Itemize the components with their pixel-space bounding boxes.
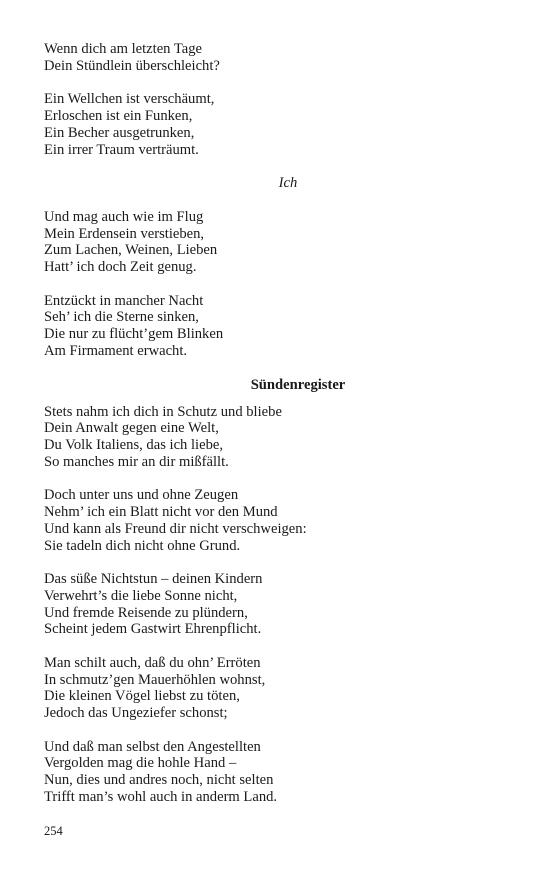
verse-line: Ein Becher ausgetrunken, [44, 124, 195, 141]
verse-line: Dein Anwalt gegen eine Welt, [44, 420, 219, 437]
verse-line: Und daß man selbst den Angestellten [44, 738, 261, 755]
verse-line: Die kleinen Vögel liebst zu töten, [44, 688, 240, 705]
verse-line: Am Firmament erwacht. [44, 342, 188, 359]
stanza [44, 209, 504, 276]
stanza [44, 655, 504, 722]
verse-line: Dein Stündlein überschleicht? [44, 57, 220, 74]
page-body [44, 41, 504, 822]
stanza [44, 293, 504, 360]
verse-line: Entzückt in mancher Nacht [44, 292, 204, 309]
stanza [44, 571, 504, 638]
verse-line: Trifft man’s wohl auch in anderm Land. [44, 789, 278, 806]
verse-line: Nehm’ ich ein Blatt nicht vor den Mund [44, 504, 278, 521]
verse-line: Seh’ ich die Sterne sinken, [44, 309, 199, 326]
verse-line: Und kann als Freund dir nicht verschweigen: [44, 520, 307, 537]
verse-line: Vergolden mag die hohle Hand – [44, 755, 237, 772]
verse-line: Jedoch das Ungeziefer schonst; [44, 705, 228, 722]
verse-line: Zum Lachen, Weinen, Lieben [44, 242, 218, 259]
verse-line: Und mag auch wie im Flug [44, 208, 204, 225]
verse-line: Und fremde Reisende zu plündern, [44, 604, 248, 621]
verse-line: Scheint jedem Gastwirt Ehrenpflicht. [44, 621, 262, 638]
stanza [44, 404, 504, 471]
verse-line: Wenn dich am letzten Tage [44, 41, 203, 57]
stanza [44, 91, 504, 158]
verse-line: In schmutz’gen Mauerhöhlen wohnst, [44, 671, 266, 688]
verse-line: Das süße Nichtstun – deinen Kindern [44, 571, 263, 588]
verse-line: Stets nahm ich dich in Schutz und bliebe [44, 403, 282, 420]
poem-title-ich: Ich [278, 174, 298, 191]
verse-line: Nun, dies und andres noch, nicht selten [44, 772, 274, 789]
verse-line: So manches mir an dir mißfällt. [44, 453, 229, 470]
verse-line: Mein Erdensein verstieben, [44, 225, 205, 242]
stanza [44, 487, 504, 554]
stanza [44, 739, 504, 806]
stanza [44, 41, 504, 75]
verse-line: Man schilt auch, daß du ohn’ Erröten [44, 654, 261, 671]
verse-line: Ein irrer Traum verträumt. [44, 141, 199, 158]
verse-line: Hatt’ ich doch Zeit genug. [44, 259, 197, 276]
verse-line: Erloschen ist ein Funken, [44, 107, 193, 124]
verse-line: Doch unter uns und ohne Zeugen [44, 487, 239, 504]
page-number: 254 [44, 824, 63, 838]
verse-line: Die nur zu flücht’gem Blinken [44, 326, 224, 343]
verse-line: Ein Wellchen ist verschäumt, [44, 91, 215, 108]
verse-line: Sie tadeln dich nicht ohne Grund. [44, 537, 241, 554]
poem-title-suendenregister: Sündenregister [250, 376, 346, 393]
verse-line: Verwehrt’s die liebe Sonne nicht, [44, 587, 238, 604]
verse-line: Du Volk Italiens, das ich liebe, [44, 437, 224, 454]
